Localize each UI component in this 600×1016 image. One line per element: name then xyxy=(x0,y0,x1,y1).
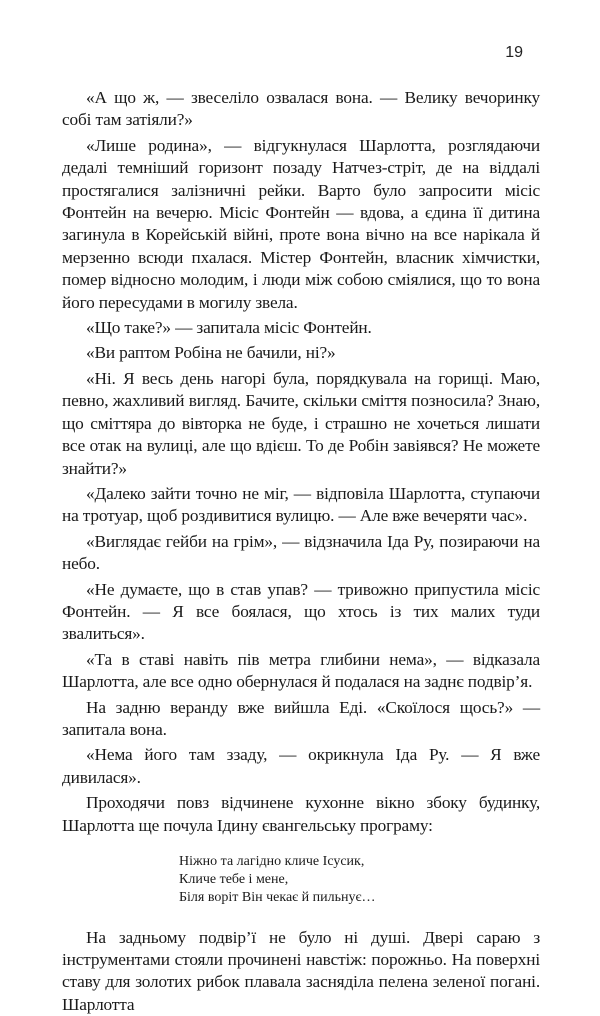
paragraph: «Не думаєте, що в став упав? — тривожно припустила місіс Фонтейн. — Я все боялася, що хтось із тих малих туди звалиться». xyxy=(62,579,540,644)
paragraph: «Що таке?» — запитала місіс Фонтейн. xyxy=(86,318,372,338)
paragraph: «Лише родина», — відгукнулася Шарлотта, розглядаючи дедалі темніший горизонт позаду Натчез-стріт, де на віддалі простягалися залізничні рейки. Варто було запросити місіс Фонтейн на вечерю. Місіс Фонтейн — вдова, а єдина її дитина загинула в Корейській війні, проте вона вічно на все нарікала й мерзенно всюди пхалася. Містер Фонтейн, власник хімчистки, помер відносно молодим, і люди між собою сміялися, що то вона його пересудами в могилу звела. xyxy=(62,135,540,312)
paragraph: «Та в ставі навіть пів метра глибини нема», — відказала Шарлотта, але все одно обернулася й подалася на заднє подвір’я. xyxy=(62,649,540,692)
page-text xyxy=(62,87,540,1016)
poem-line: Біля воріт Він чекає й пильнує… xyxy=(179,890,376,906)
paragraph: «Ви раптом Робіна не бачили, ні?» xyxy=(86,343,336,363)
paragraph: «Нема його там ззаду, — окрикнула Іда Ру. — Я вже дивилася». xyxy=(62,745,540,787)
paragraph: На задньому подвір’ї не було ні душі. Двері сараю з інструментами стояли прочинені навстіж: порожньо. На поверхні ставу для золотих рибок плавала засняділа пелена зеленої погані. Шарлотта xyxy=(62,927,540,1014)
page-number: 19 xyxy=(505,44,523,61)
poem-quote xyxy=(179,853,540,908)
poem-line: Ніжно та лагідно кличе Ісусик, xyxy=(179,854,365,869)
paragraph: Проходячи повз відчинене кухонне вікно збоку будинку, Шарлотта ще почула Ідину євангельську програму: xyxy=(62,793,540,835)
poem-line: Кличе тебе і мене, xyxy=(179,872,289,888)
paragraph: «Ні. Я весь день нагорі була, порядкувала на горищі. Маю, певно, жахливий вигляд. Бачите, скільки сміття позносила? Знаю, що сміттяра до вівторка не буде, і страшно не хочеться лишати все отак на вулиці, але що вдієш. То де Робін завіявся? Не можете знайти?» xyxy=(62,368,540,478)
paragraph: На задню веранду вже вийшла Еді. «Скоїлося щось?» — запитала вона. xyxy=(62,697,540,739)
paragraph: «Виглядає гейби на грім», — відзначила Іда Ру, позираючи на небо. xyxy=(62,531,540,574)
paragraph: «А що ж, — звеселіло озвалася вона. — Велику вечоринку собі там затіяли?» xyxy=(62,88,540,130)
paragraph: «Далеко зайти точно не міг, — відповіла Шарлотта, ступаючи на тротуар, щоб роздивитися вулицю. — Але вже вечеряти час». xyxy=(62,483,540,526)
